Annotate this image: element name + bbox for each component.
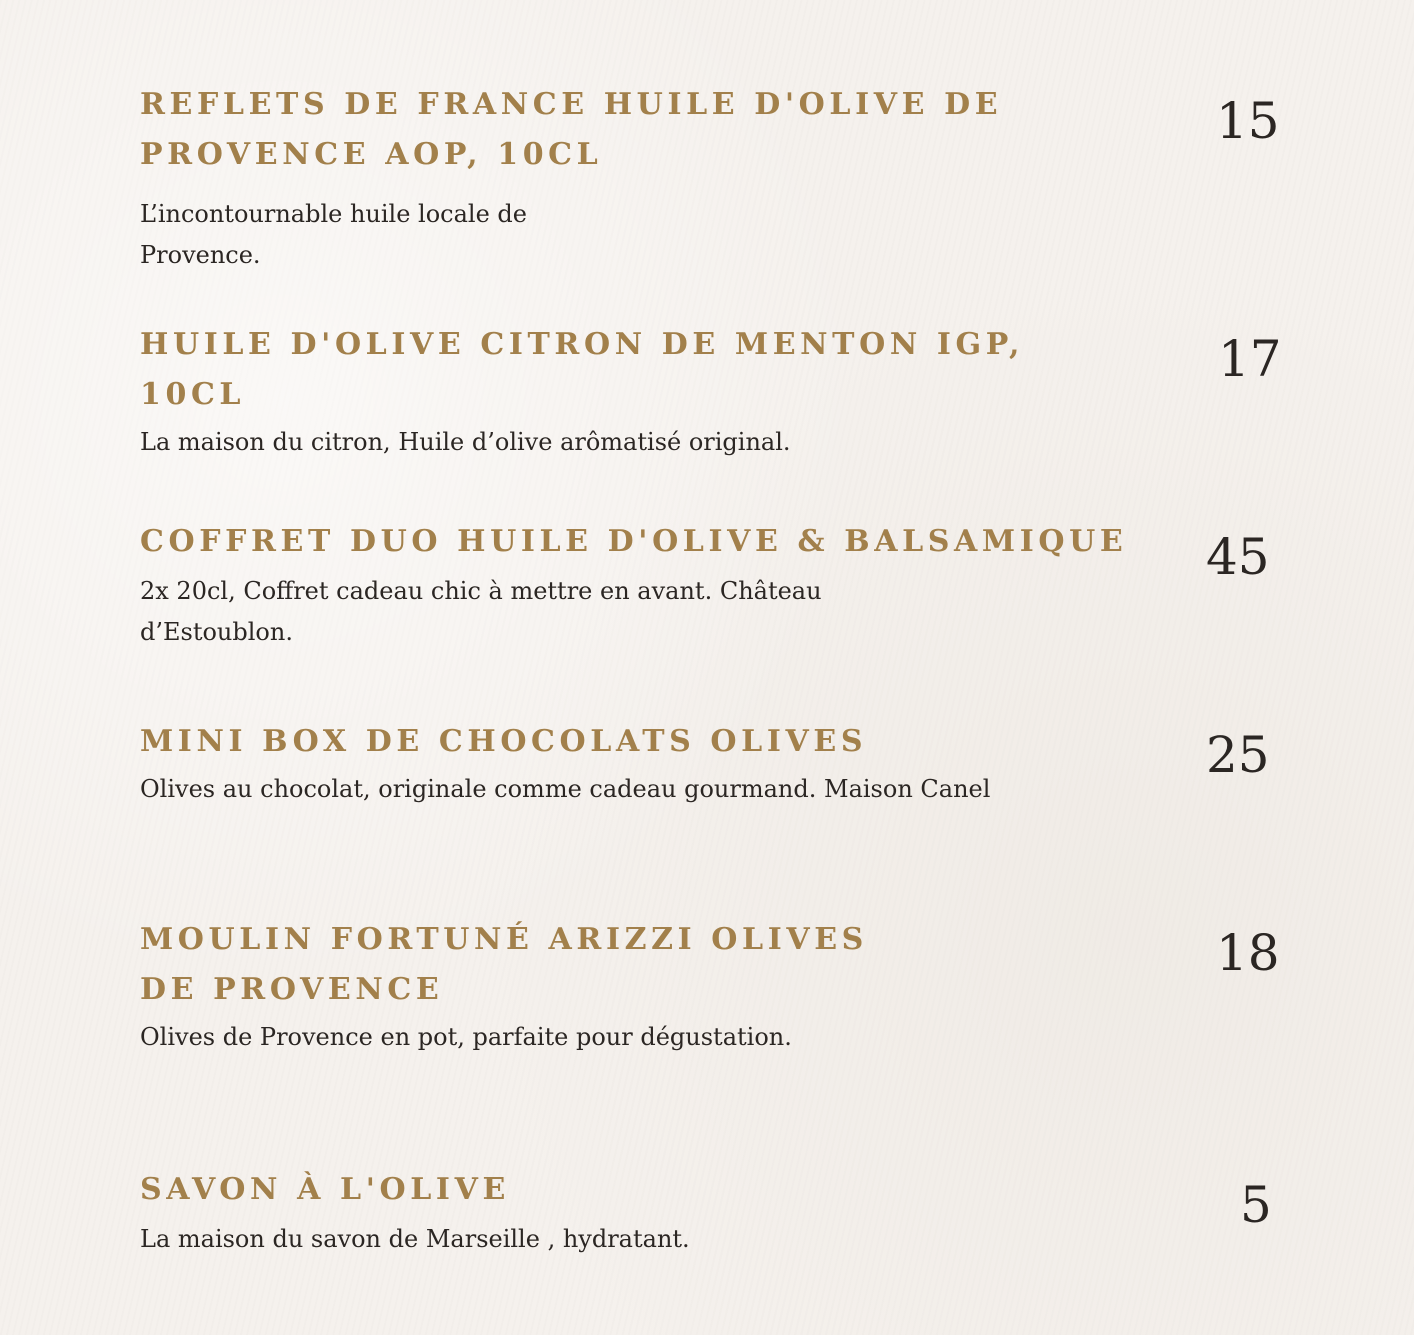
- menu-item-price: 15: [1216, 92, 1280, 150]
- menu-item-title: MINI BOX DE CHOCOLATS OLIVES: [140, 724, 868, 759]
- menu-item-title: HUILE D'OLIVE CITRON DE MENTON IGP, 10CL: [140, 327, 1025, 412]
- menu-item-price: 18: [1216, 924, 1280, 982]
- menu-item-title: COFFRET DUO HUILE D'OLIVE & BALSAMIQUE: [140, 524, 1128, 559]
- menu-item-price: 45: [1206, 528, 1270, 586]
- menu-item: [140, 80, 1040, 276]
- menu-item-description: L’incontournable huile locale de Provence.: [140, 200, 527, 269]
- menu-item: [140, 915, 940, 1058]
- menu-item: [140, 320, 1140, 463]
- menu-item-description: 2x 20cl, Coffret cadeau chic à mettre en avant. Château d’Estoublon.: [140, 577, 822, 646]
- menu-item-description: Olives au chocolat, originale comme cadeau gourmand. Maison Canel: [140, 775, 991, 803]
- menu-item-title: MOULIN FORTUNÉ ARIZZI OLIVES DE PROVENCE: [140, 922, 868, 1007]
- menu-item-price: 5: [1240, 1176, 1272, 1234]
- menu-item-title: SAVON À L'OLIVE: [140, 1172, 510, 1207]
- menu-item: [140, 717, 1150, 810]
- menu-item: [140, 517, 1140, 653]
- menu-item-description: La maison du savon de Marseille , hydratant.: [140, 1225, 690, 1253]
- menu-item-description: Olives de Provence en pot, parfaite pour dégustation.: [140, 1023, 792, 1051]
- menu-item-title: REFLETS DE FRANCE HUILE D'OLIVE DE PROVENCE AOP, 10CL: [140, 87, 1003, 172]
- menu-item-description: La maison du citron, Huile d’olive arômatisé original.: [140, 428, 791, 456]
- menu-item-price: 17: [1218, 330, 1282, 388]
- menu-item-price: 25: [1206, 726, 1270, 784]
- menu-item: [140, 1165, 940, 1260]
